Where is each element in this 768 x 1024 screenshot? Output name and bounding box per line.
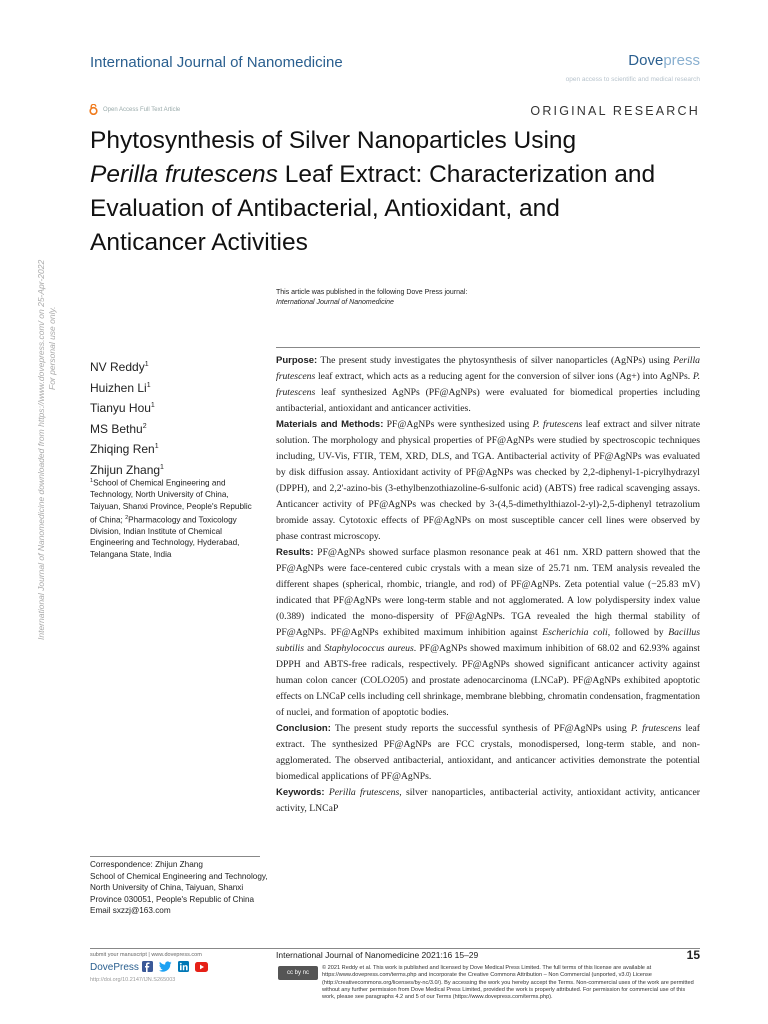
author-name: Huizhen Li	[90, 380, 147, 395]
social-links	[142, 961, 208, 972]
page-number: 15	[686, 948, 700, 962]
affil-sup-1: 1	[90, 478, 94, 484]
keywords-label: Keywords:	[276, 787, 325, 798]
author-name: NV Reddy	[90, 360, 145, 374]
abstract-divider	[276, 347, 700, 348]
conclusion-label: Conclusion:	[276, 723, 331, 734]
article-title	[90, 124, 730, 260]
publication-note-text: This article was published in the following Dove Press journal:	[276, 289, 468, 296]
methods-italic-1: P. frutescens	[532, 419, 583, 430]
author-affil-sup: 1	[146, 381, 151, 389]
doi-link[interactable]: http://doi.org/10.2147/IJN.S265003	[90, 977, 176, 983]
open-access-label: Open Access Full Text Article	[103, 106, 181, 113]
author	[90, 356, 164, 377]
watermark-line-1: International Journal of Nanomedicine downloaded from https://www.dovepress.com/ on 25-Apr-2022	[36, 259, 46, 640]
affil-sup-2: 2	[125, 514, 129, 521]
correspondence	[90, 859, 270, 917]
purpose-italic-1: Perilla frutescens	[276, 355, 700, 382]
results-italic-2: Bacillus subtilis	[276, 627, 700, 654]
author-name: Zhiqing Ren	[90, 442, 155, 456]
purpose-italic-2: P. frutescens	[276, 371, 700, 398]
results-label: Results:	[276, 547, 314, 558]
brand-tagline: open access to scientific and medical research	[565, 76, 700, 83]
results-italic-3: Staphylococcus aureus	[324, 643, 414, 654]
abstract-methods	[276, 417, 700, 545]
purpose-text-b: leaf extract, which acts as a reducing agent for the conversion of silver ions (Ag+) into AgNPs.	[315, 371, 693, 382]
results-text-a: PF@AgNPs showed surface plasmon resonance peak at 461 nm. XRD pattern showed that the PF@AgNPs were face-centered cubic crystals with a mean size of 25.71 nm. TEM analysis revealed the different shapes (spherical, rhombic, triangle, and rod) of PF@AgNPs. Zeta potential value (−25.83 mV) indicated that PF@AgNPs were long-term stable and not agglomerated. A low polydispersity index value (0.389) indicated the mono-dispersity of PF@AgNPs. TGA revealed the high thermal stability of PF@AgNPs. PF@AgNPs exhibited maximum inhibition against	[276, 547, 700, 638]
title-line-2	[90, 158, 730, 192]
author-name: MS Bethu	[90, 421, 143, 436]
author-affil-sup: 1	[144, 361, 149, 368]
watermark-line-2: For personal use only.	[47, 306, 57, 390]
title-species: Perilla frutescens	[90, 161, 278, 188]
section-label: ORIGINAL RESEARCH	[530, 104, 700, 118]
license-text: © 2021 Reddy et al. This work is published and licensed by Dove Medical Press Limited. The full terms of this license are available at https://www.dovepress.com/terms.php and incorporate the Creative Commons Attribution – Non Commercial (unported, v3.0) License (http://creativecommons.org/licenses/by-nc/3.0/). By accessing the work you hereby accept the Terms. Non-commercial uses of the work are permitted without any further permission from Dove Medical Press Limited, provided the work is properly attributed. For permission for commercial use of this work, please see paragraphs 4.2 and 5 of our Terms (https://www.dovepress.com/terms.php).	[322, 965, 694, 1001]
logo-dove: Dove	[628, 52, 664, 69]
twitter-icon[interactable]	[159, 961, 172, 972]
download-watermark	[36, 260, 58, 640]
correspondence-email[interactable]: Email sxzzj@163.com	[90, 906, 171, 916]
journal-name: International Journal of Nanomedicine	[90, 54, 343, 71]
author-list	[90, 356, 164, 479]
title-line-1: Phytosynthesis of Silver Nanoparticles Using	[90, 127, 577, 154]
publication-journal: International Journal of Nanomedicine	[276, 299, 394, 306]
footer-journal-reference: International Journal of Nanomedicine 2021:16 15–29	[276, 950, 479, 960]
dovepress-footer-logo: DovePress	[90, 962, 139, 973]
facebook-icon[interactable]	[142, 961, 153, 972]
title-line-4: Anticancer Activities	[90, 229, 308, 256]
submit-link[interactable]: submit your manuscript | www.dovepress.com	[90, 952, 202, 958]
abstract	[276, 353, 700, 817]
author-name: Tianyu Hou	[90, 401, 151, 415]
title-line-2-rest: Leaf Extract: Characterization and	[277, 161, 656, 188]
logo-press: press	[663, 52, 700, 69]
correspondence-address: School of Chemical Engineering and Technology, North University of China, Taiyuan, Shanxi Province 030051, People's Republic of China	[90, 871, 268, 904]
author	[90, 397, 164, 418]
open-access-icon	[89, 104, 98, 115]
abstract-conclusion	[276, 721, 700, 785]
author	[90, 418, 164, 439]
conclusion-text-b: leaf extract. The synthesized PF@AgNPs are FCC crystals, monodispersed, long-term stable, and non-agglomerated. The observed antibacterial, antioxidant, and anticancer activities demonstrate the potential biomedical applications of PF@AgNPs.	[276, 723, 700, 782]
conclusion-italic-1: P. frutescens	[630, 723, 682, 734]
author-affil-sup: 1	[150, 402, 155, 409]
author-name: Zhijun Zhang	[90, 462, 161, 477]
keywords-text: , silver nanoparticles, antibacterial activity, antioxidant activity, anticancer activity, LNCaP	[276, 787, 701, 814]
open-access-badge	[89, 104, 180, 115]
correspondence-rule	[90, 856, 260, 857]
methods-text-b: leaf extract and silver nitrate solution. The morphology and physical properties of PF@AgNPs were studied by spectroscopic techniques including, UV-Vis, FTIR, TEM, XRD, DLS, and TGA. Antibacterial activity of PF@AgNPs was evaluated by disk diffusion assay. Antioxidant activity of PF@AgNPs was checked by 2,2-diphenyl-1-picrylhydrazyl (DPPH), and 2,2'-azino-bis (3-ethylbenzothiazoline-6-sulfonic acid) (ABTS) free radical scavenging assays. Anticancer activity of PF@AgNPs was checked by 3-(4,5-dimethylthiazol-2-yl)-2,5-diphenyl tetrazolium bromide assay. Cytotoxic effects of PF@AgNPs on most susceptible cancer cell lines were observed by phase contrast microscopy.	[276, 419, 700, 542]
keywords-italic: Perilla frutescens	[324, 787, 400, 798]
title-line-3: Evaluation of Antibacterial, Antioxidant, and	[90, 195, 560, 222]
conclusion-text-a: The present study reports the successful synthesis of PF@AgNPs using	[330, 723, 631, 734]
affiliation-1: School of Chemical Engineering and Technology, North University of China, Taiyuan, Shanxi Province, People's Republic of China;	[90, 478, 252, 525]
affiliation-2: Pharmacology and Toxicology Division, Indian Institute of Chemical Engineering and Technology, Hyderabad, Telangana State, India	[90, 515, 240, 560]
results-italic-1: Escherichia coli	[542, 627, 608, 638]
dovepress-logo	[628, 52, 700, 69]
youtube-icon[interactable]	[195, 962, 208, 972]
author-affil-sup: 2	[142, 422, 147, 430]
abstract-keywords	[276, 785, 700, 817]
cc-license-badge[interactable]: cc by nc	[278, 966, 318, 980]
purpose-label: Purpose:	[276, 355, 318, 366]
affiliations	[90, 476, 260, 561]
abstract-results	[276, 545, 700, 721]
author	[90, 377, 164, 398]
author-affil-sup: 1	[154, 443, 159, 450]
purpose-text-c: leaf synthesized AgNPs (PF@AgNPs) were evaluated for biomedical properties including antibacterial, antioxidant and anticancer activities.	[276, 387, 700, 414]
results-text-d: . PF@AgNPs showed maximum inhibition of 68.02 and 62.93% against DPPH and ABTS-free radicals, respectively. PF@AgNPs showed significant anticancer activity against human colon cancer (COLO205) and prostate adenocarcinoma (LNCaP). PF@AgNPs exhibited apoptotic effects on LNCaP cells including cell shrinkage, membrane blebbing, chromatin condensation, fragmentation of nuclei, and formation of apoptotic bodies.	[276, 643, 700, 718]
author-affil-sup: 1	[160, 463, 164, 471]
linkedin-icon[interactable]	[178, 961, 189, 972]
author	[90, 438, 164, 459]
methods-label: Materials and Methods:	[276, 419, 384, 430]
results-text-b: , followed by	[607, 627, 669, 638]
methods-text-a: PF@AgNPs were synthesized using	[383, 419, 533, 430]
correspondence-name: Correspondence: Zhijun Zhang	[90, 860, 203, 869]
results-text-c: and	[304, 643, 325, 654]
purpose-text-a: The present study investigates the phytosynthesis of silver nanoparticles (AgNPs) using	[317, 355, 674, 366]
publication-note	[276, 288, 467, 308]
footer-rule	[90, 948, 700, 949]
abstract-purpose	[276, 353, 700, 417]
